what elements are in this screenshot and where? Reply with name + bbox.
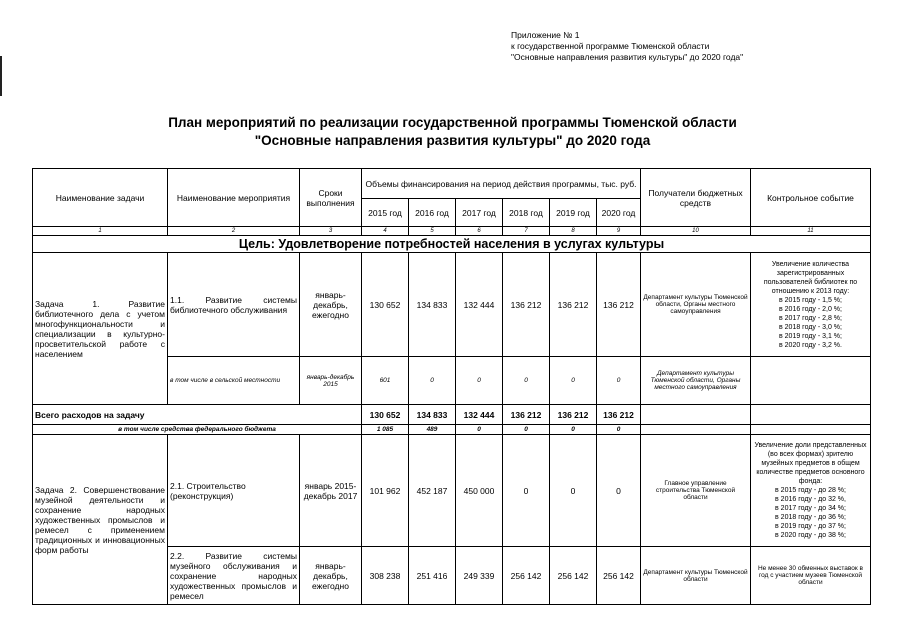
task-1-sub-value: 0 <box>409 357 456 405</box>
task-1-recipient: Департамент культуры Тюменской области, Органы местного самоуправления <box>641 253 751 357</box>
total-value: 136 212 <box>503 405 550 425</box>
task-1-sub-terms: январь-декабрь 2015 <box>300 357 362 405</box>
federal-empty <box>751 425 871 435</box>
federal-value: 0 <box>456 425 503 435</box>
task-2-2-value: 256 142 <box>550 547 597 605</box>
task-2-name: Задача 2. Совершенствование музейной деятельности и сохранение народных художественных промыслов и ремесел с применением традиционных и инновационных форм работы <box>33 435 168 605</box>
task-1-sub-measure: в том числе в сельской местности <box>168 357 300 405</box>
task-1-name: Задача 1. Развитие библиотечного дела с учетом многофункциональности и специализации в культурно-просветительской работе с населением <box>33 253 168 405</box>
federal-label: в том числе средства федерального бюджета <box>33 425 362 435</box>
title-line-1: План мероприятий по реализации государственной программы Тюменской области <box>168 115 737 130</box>
control-line: в 2018 году - до 36 %; <box>775 514 846 521</box>
task-2-1-value: 0 <box>597 435 641 547</box>
header-year: 2016 год <box>409 199 456 227</box>
federal-value: 0 <box>550 425 597 435</box>
task-2-1-value: 101 962 <box>362 435 409 547</box>
task-2-2-value: 256 142 <box>597 547 641 605</box>
task-1-sub-value: 0 <box>550 357 597 405</box>
task-1-value: 136 212 <box>597 253 641 357</box>
total-label: Всего расходов на задачу <box>33 405 362 425</box>
task-2-1-value: 0 <box>550 435 597 547</box>
col-number: 8 <box>550 227 597 236</box>
task-1-value: 130 652 <box>362 253 409 357</box>
task-1-sub-value: 601 <box>362 357 409 405</box>
total-value: 134 833 <box>409 405 456 425</box>
federal-value: 1 085 <box>362 425 409 435</box>
document-title <box>0 114 905 150</box>
col-number: 5 <box>409 227 456 236</box>
appendix-note <box>511 30 743 63</box>
col-number: 4 <box>362 227 409 236</box>
col-number: 10 <box>641 227 751 236</box>
task-2-measure-2: 2.2. Развитие системы музейного обслуживания и сохранение народных художественных промыслов и ремесел <box>168 547 300 605</box>
task-2-recipient-1: Главное управление строительства Тюменской области <box>641 435 751 547</box>
header-year: 2019 год <box>550 199 597 227</box>
federal-value: 0 <box>597 425 641 435</box>
control-line: в 2020 году - 3,2 %. <box>779 341 842 349</box>
header-measure: Наименование мероприятия <box>168 169 300 227</box>
header-funding: Объемы финансирования на период действия программы, тыс. руб. <box>362 169 641 199</box>
scan-edge-mark <box>0 56 2 96</box>
control-line: Увеличение количества зарегистрированных пользователей библиотек по отношению к 2013 году: <box>763 260 858 295</box>
task-2-2-value: 308 238 <box>362 547 409 605</box>
task-1-sub-control <box>751 357 871 405</box>
header-year: 2015 год <box>362 199 409 227</box>
task-1-value: 136 212 <box>503 253 550 357</box>
appendix-line-3: "Основные направления развития культуры" до 2020 года" <box>511 52 744 62</box>
control-line: в 2019 году - до 37 %; <box>775 523 846 530</box>
task-1-measure: 1.1. Развитие системы библиотечного обслуживания <box>168 253 300 357</box>
task-1-value: 132 444 <box>456 253 503 357</box>
task-2-measure-1: 2.1. Строительство (реконструкция) <box>168 435 300 547</box>
appendix-line-2: к государственной программе Тюменской области <box>511 41 710 51</box>
appendix-line-1: Приложение № 1 <box>511 30 580 40</box>
title-line-2: "Основные направления развития культуры" до 2020 года <box>254 133 651 148</box>
col-number: 7 <box>503 227 550 236</box>
control-line: в 2015 году - 1,5 %; <box>779 296 842 304</box>
task-2-terms-1: январь 2015-декабрь 2017 <box>300 435 362 547</box>
header-recipients: Получатели бюджетных средств <box>641 169 751 227</box>
col-number: 9 <box>597 227 641 236</box>
control-line: в 2016 году - 2,0 %; <box>779 305 842 313</box>
col-number: 11 <box>751 227 871 236</box>
task-1-sub-value: 0 <box>503 357 550 405</box>
federal-value: 489 <box>409 425 456 435</box>
task-1-control <box>751 253 871 357</box>
goal-row: Цель: Удовлетворение потребностей населения в услугах культуры <box>33 236 871 253</box>
task-2-control-2: Не менее 30 обменных выставок в год с участием музеев Тюменской области <box>751 547 871 605</box>
header-year: 2017 год <box>456 199 503 227</box>
plan-table <box>32 168 871 605</box>
task-2-1-value: 450 000 <box>456 435 503 547</box>
task-2-2-value: 249 339 <box>456 547 503 605</box>
control-line: в 2015 году - до 28 %; <box>775 487 846 494</box>
control-line: Увеличение доли представленных (во всех формах) зрителю музейных предметов в общем количестве предметов основного фонда: <box>754 442 867 485</box>
control-line: в 2019 году - 3,1 %; <box>779 332 842 340</box>
total-value: 130 652 <box>362 405 409 425</box>
task-1-terms: январь-декабрь, ежегодно <box>300 253 362 357</box>
task-2-1-value: 452 187 <box>409 435 456 547</box>
header-terms: Сроки выполнения <box>300 169 362 227</box>
task-1-sub-value: 0 <box>456 357 503 405</box>
federal-empty <box>641 425 751 435</box>
header-year: 2018 год <box>503 199 550 227</box>
task-2-terms-2: январь-декабрь, ежегодно <box>300 547 362 605</box>
federal-value: 0 <box>503 425 550 435</box>
task-1-value: 136 212 <box>550 253 597 357</box>
total-empty <box>641 405 751 425</box>
task-2-2-value: 251 416 <box>409 547 456 605</box>
control-line: в 2017 году - до 34 %; <box>775 505 846 512</box>
header-control: Контрольное событие <box>751 169 871 227</box>
header-year: 2020 год <box>597 199 641 227</box>
task-1-value: 134 833 <box>409 253 456 357</box>
control-line: в 2017 году - 2,8 %; <box>779 314 842 322</box>
task-2-2-value: 256 142 <box>503 547 550 605</box>
task-2-control-1 <box>751 435 871 547</box>
control-line: в 2016 году - до 32 %, <box>775 496 846 503</box>
task-2-1-value: 0 <box>503 435 550 547</box>
task-1-sub-value: 0 <box>597 357 641 405</box>
col-number: 6 <box>456 227 503 236</box>
header-task: Наименование задачи <box>33 169 168 227</box>
control-line: в 2018 году - 3,0 %; <box>779 323 842 331</box>
total-empty <box>751 405 871 425</box>
task-2-recipient-2: Департамент культуры Тюменской области <box>641 547 751 605</box>
total-value: 136 212 <box>597 405 641 425</box>
col-number: 2 <box>168 227 300 236</box>
col-number: 1 <box>33 227 168 236</box>
total-value: 132 444 <box>456 405 503 425</box>
total-value: 136 212 <box>550 405 597 425</box>
col-number: 3 <box>300 227 362 236</box>
control-line: в 2020 году - до 38 %; <box>775 532 846 539</box>
task-1-sub-recipient: Департамент культуры Тюменской области, Органы местного самоуправления <box>641 357 751 405</box>
